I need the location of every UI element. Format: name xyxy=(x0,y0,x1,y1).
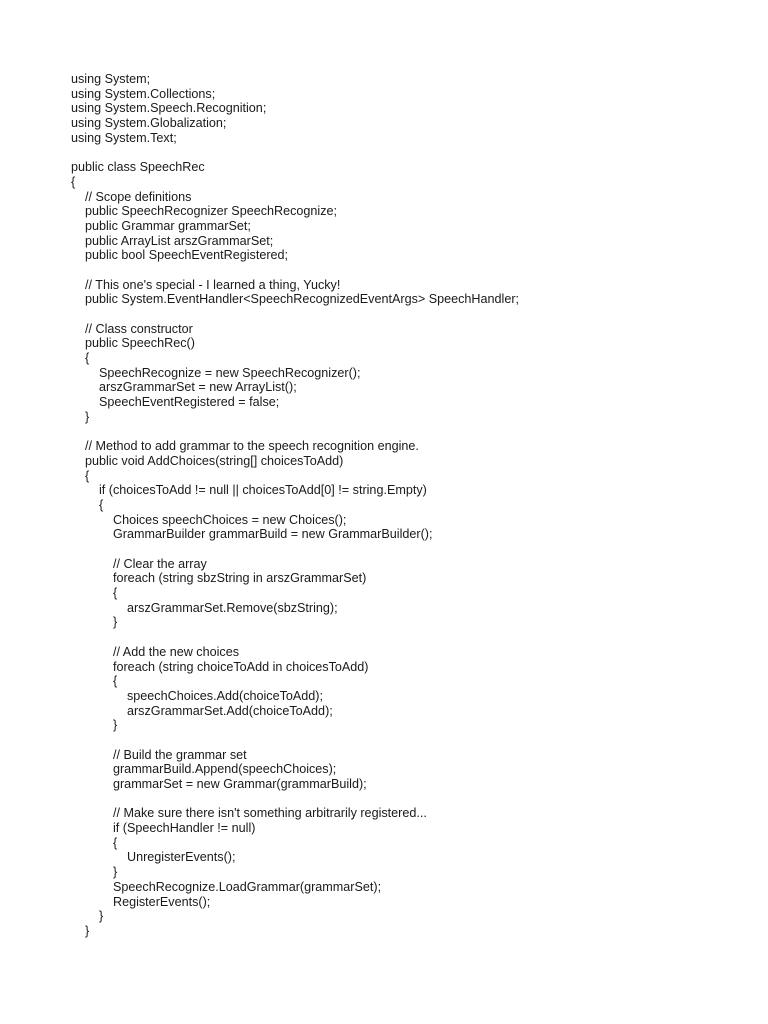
code-line: foreach (string sbzString in arszGrammarSet) xyxy=(71,571,367,586)
code-line xyxy=(71,263,519,278)
code-line: SpeechRecognize.LoadGrammar(grammarSet); xyxy=(71,879,382,894)
code-line: { xyxy=(71,674,118,689)
code-line: grammarBuild.Append(speechChoices); xyxy=(71,762,337,777)
code-line: public SpeechRec() xyxy=(71,336,195,351)
code-line: { xyxy=(71,468,90,483)
code-line xyxy=(71,542,519,557)
code-line: // Make sure there isn't something arbitrarily registered... xyxy=(71,806,427,821)
code-line: public SpeechRecognizer SpeechRecognize; xyxy=(71,204,338,219)
code-line: public void AddChoices(string[] choicesToAdd) xyxy=(71,453,344,468)
code-line: } xyxy=(71,865,118,880)
code-line: if (SpeechHandler != null) xyxy=(71,821,256,836)
code-line: // This one's special - I learned a thing, Yucky! xyxy=(71,277,341,292)
code-line: { xyxy=(71,351,90,366)
code-line: using System.Collections; xyxy=(71,86,216,101)
code-line: UnregisterEvents(); xyxy=(71,850,236,865)
code-line: Choices speechChoices = new Choices(); xyxy=(71,512,347,527)
code-line: // Add the new choices xyxy=(71,644,240,659)
code-line: { xyxy=(71,586,118,601)
code-line xyxy=(71,733,519,748)
code-line xyxy=(71,307,519,322)
code-line: foreach (string choiceToAdd in choicesToAdd) xyxy=(71,659,369,674)
code-listing xyxy=(71,72,519,939)
code-line: using System.Text; xyxy=(71,130,177,145)
code-line: public Grammar grammarSet; xyxy=(71,218,251,233)
code-line: } xyxy=(71,909,104,924)
code-line xyxy=(71,630,519,645)
code-line: if (choicesToAdd != null || choicesToAdd[0] != string.Empty) xyxy=(71,483,427,498)
code-line: { xyxy=(71,174,76,189)
code-line: using System.Globalization; xyxy=(71,116,227,131)
code-line: using System.Speech.Recognition; xyxy=(71,101,267,116)
code-line: } xyxy=(71,615,118,630)
code-line: RegisterEvents(); xyxy=(71,894,211,909)
code-line xyxy=(71,792,519,807)
code-line: speechChoices.Add(choiceToAdd); xyxy=(71,688,323,703)
code-line xyxy=(71,145,519,160)
code-line: SpeechRecognize = new SpeechRecognizer(); xyxy=(71,365,361,380)
code-line: } xyxy=(71,409,90,424)
code-line: SpeechEventRegistered = false; xyxy=(71,395,280,410)
code-line: public System.EventHandler<SpeechRecognizedEventArgs> SpeechHandler; xyxy=(71,292,520,307)
code-line: arszGrammarSet.Add(choiceToAdd); xyxy=(71,703,333,718)
code-line: // Build the grammar set xyxy=(71,747,247,762)
code-line: } xyxy=(71,923,90,938)
code-line: // Class constructor xyxy=(71,321,193,336)
code-line: arszGrammarSet = new ArrayList(); xyxy=(71,380,297,395)
code-line: grammarSet = new Grammar(grammarBuild); xyxy=(71,777,367,791)
code-line: // Scope definitions xyxy=(71,189,192,204)
code-line: GrammarBuilder grammarBuild = new GrammarBuilder(); xyxy=(71,527,433,542)
code-line: public class SpeechRec xyxy=(71,160,205,175)
code-line: using System; xyxy=(71,72,151,86)
code-line: public bool SpeechEventRegistered; xyxy=(71,248,289,263)
code-line: } xyxy=(71,718,118,733)
code-line: // Clear the array xyxy=(71,556,207,571)
code-line: public ArrayList arszGrammarSet; xyxy=(71,233,274,248)
code-line: arszGrammarSet.Remove(sbzString); xyxy=(71,600,338,615)
code-line: // Method to add grammar to the speech recognition engine. xyxy=(71,439,419,454)
code-line: { xyxy=(71,835,118,850)
code-line xyxy=(71,425,519,440)
code-line: { xyxy=(71,497,104,512)
